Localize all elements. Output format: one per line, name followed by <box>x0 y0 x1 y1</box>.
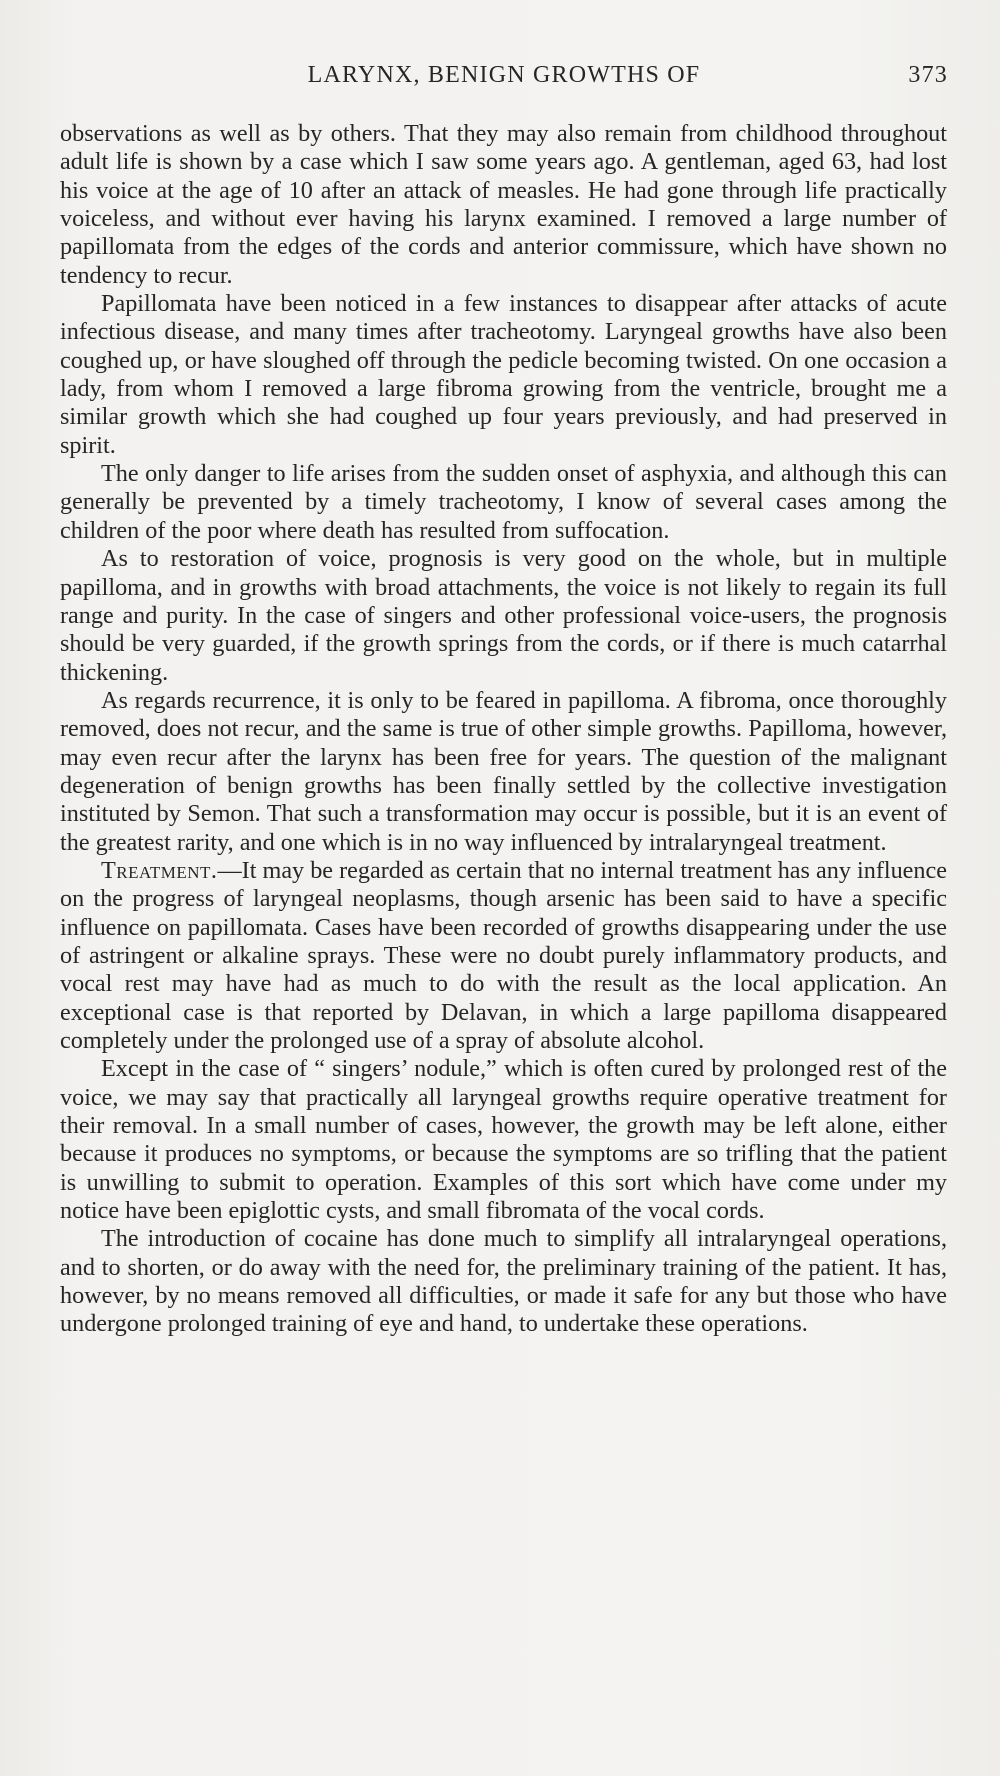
running-head <box>60 62 948 96</box>
paragraph-cocaine: The introduction of cocaine has done much to simplify all intralaryngeal operations, and to shorten, or do away with the need for, the preliminary training of the patient. It has, however, by no means removed all difficulties, or made it safe for any but those who have undergone prolonged training of eye and hand, to undertake these operations. <box>60 1225 947 1338</box>
paragraph-continuation: observations as well as by others. That they may also remain from childhood throughout adult life is shown by a case which I saw some years ago. A gentleman, aged 63, had lost his voice at the age of 10 after an attack of measles. He had gone through life practically voiceless, and without ever having his larynx examined. I removed a large number of papillomata from the edges of the cords and anterior commissure, which have shown no tendency to recur. <box>60 120 947 289</box>
running-title: LARYNX, BENIGN GROWTHS OF <box>307 62 701 88</box>
paragraph-restoration-of-voice: As to restoration of voice, prognosis is very good on the whole, but in multiple papilloma, and in growths with broad attachments, the voice is not likely to regain its full range and purity. In the case of singers and other professional voice-users, the prognosis should be very guarded, if the growth springs from the cords, or if there is much catarrhal thickening. <box>60 545 947 686</box>
paragraph-treatment <box>60 857 947 1055</box>
paragraph-recurrence: As regards recurrence, it is only to be feared in papilloma. A fibroma, once thoroughly removed, does not recur, and the same is true of other simple growths. Papilloma, however, may even recur after the larynx has been free for years. The question of the malignant degeneration of benign growths has been finally settled by the collective investigation instituted by Semon. That such a transformation may occur is possible, but it is an event of the greatest rarity, and one which is in no way influenced by intralaryngeal treatment. <box>60 686 947 856</box>
treatment-text: —It may be regarded as certain that no internal treatment has any influence on the progress of laryngeal neoplasms, though arsenic has been said to have a specific influence on papillomata. Cases have been recorded of growths disappearing under the use of astringent or alkaline sprays. These were no doubt purely inflammatory products, and vocal rest may have had as much to do with the result as the local application. An exceptional case is that reported by Delavan, in which a large papilloma disappeared completely under the prolonged use of a spray of absolute alcohol. <box>60 856 947 1054</box>
body-text <box>60 120 947 1339</box>
paragraph-papillomata-disappearance: Papillomata have been noticed in a few instances to disappear after attacks of acute infectious disease, and many times after tracheotomy. Laryngeal growths have also been coughed up, or have sloughed off through the pedicle becoming twisted. On one occasion a lady, from whom I removed a large fibroma growing from the ventricle, brought me a similar growth which she had coughed up four years previously, and had preserved in spirit. <box>60 290 947 459</box>
treatment-heading: Treatment. <box>101 856 218 884</box>
paragraph-operative-treatment: Except in the case of “ singers’ nodule,” which is often cured by prolonged rest of the voice, we may say that practically all laryngeal growths require operative treatment for their removal. In a small number of cases, however, the growth may be left alone, either because it produces no symptoms, or because the symptoms are so trifling that the patient is unwilling to submit to operation. Examples of this sort which have come under my notice have been epiglottic cysts, and small fibromata of the vocal cords. <box>60 1055 947 1225</box>
page-number: 373 <box>908 62 948 88</box>
paragraph-danger-to-life: The only danger to life arises from the sudden onset of asphyxia, and although this can generally be prevented by a timely tracheotomy, I know of several cases among the children of the poor where death has resulted from suffocation. <box>60 460 947 544</box>
